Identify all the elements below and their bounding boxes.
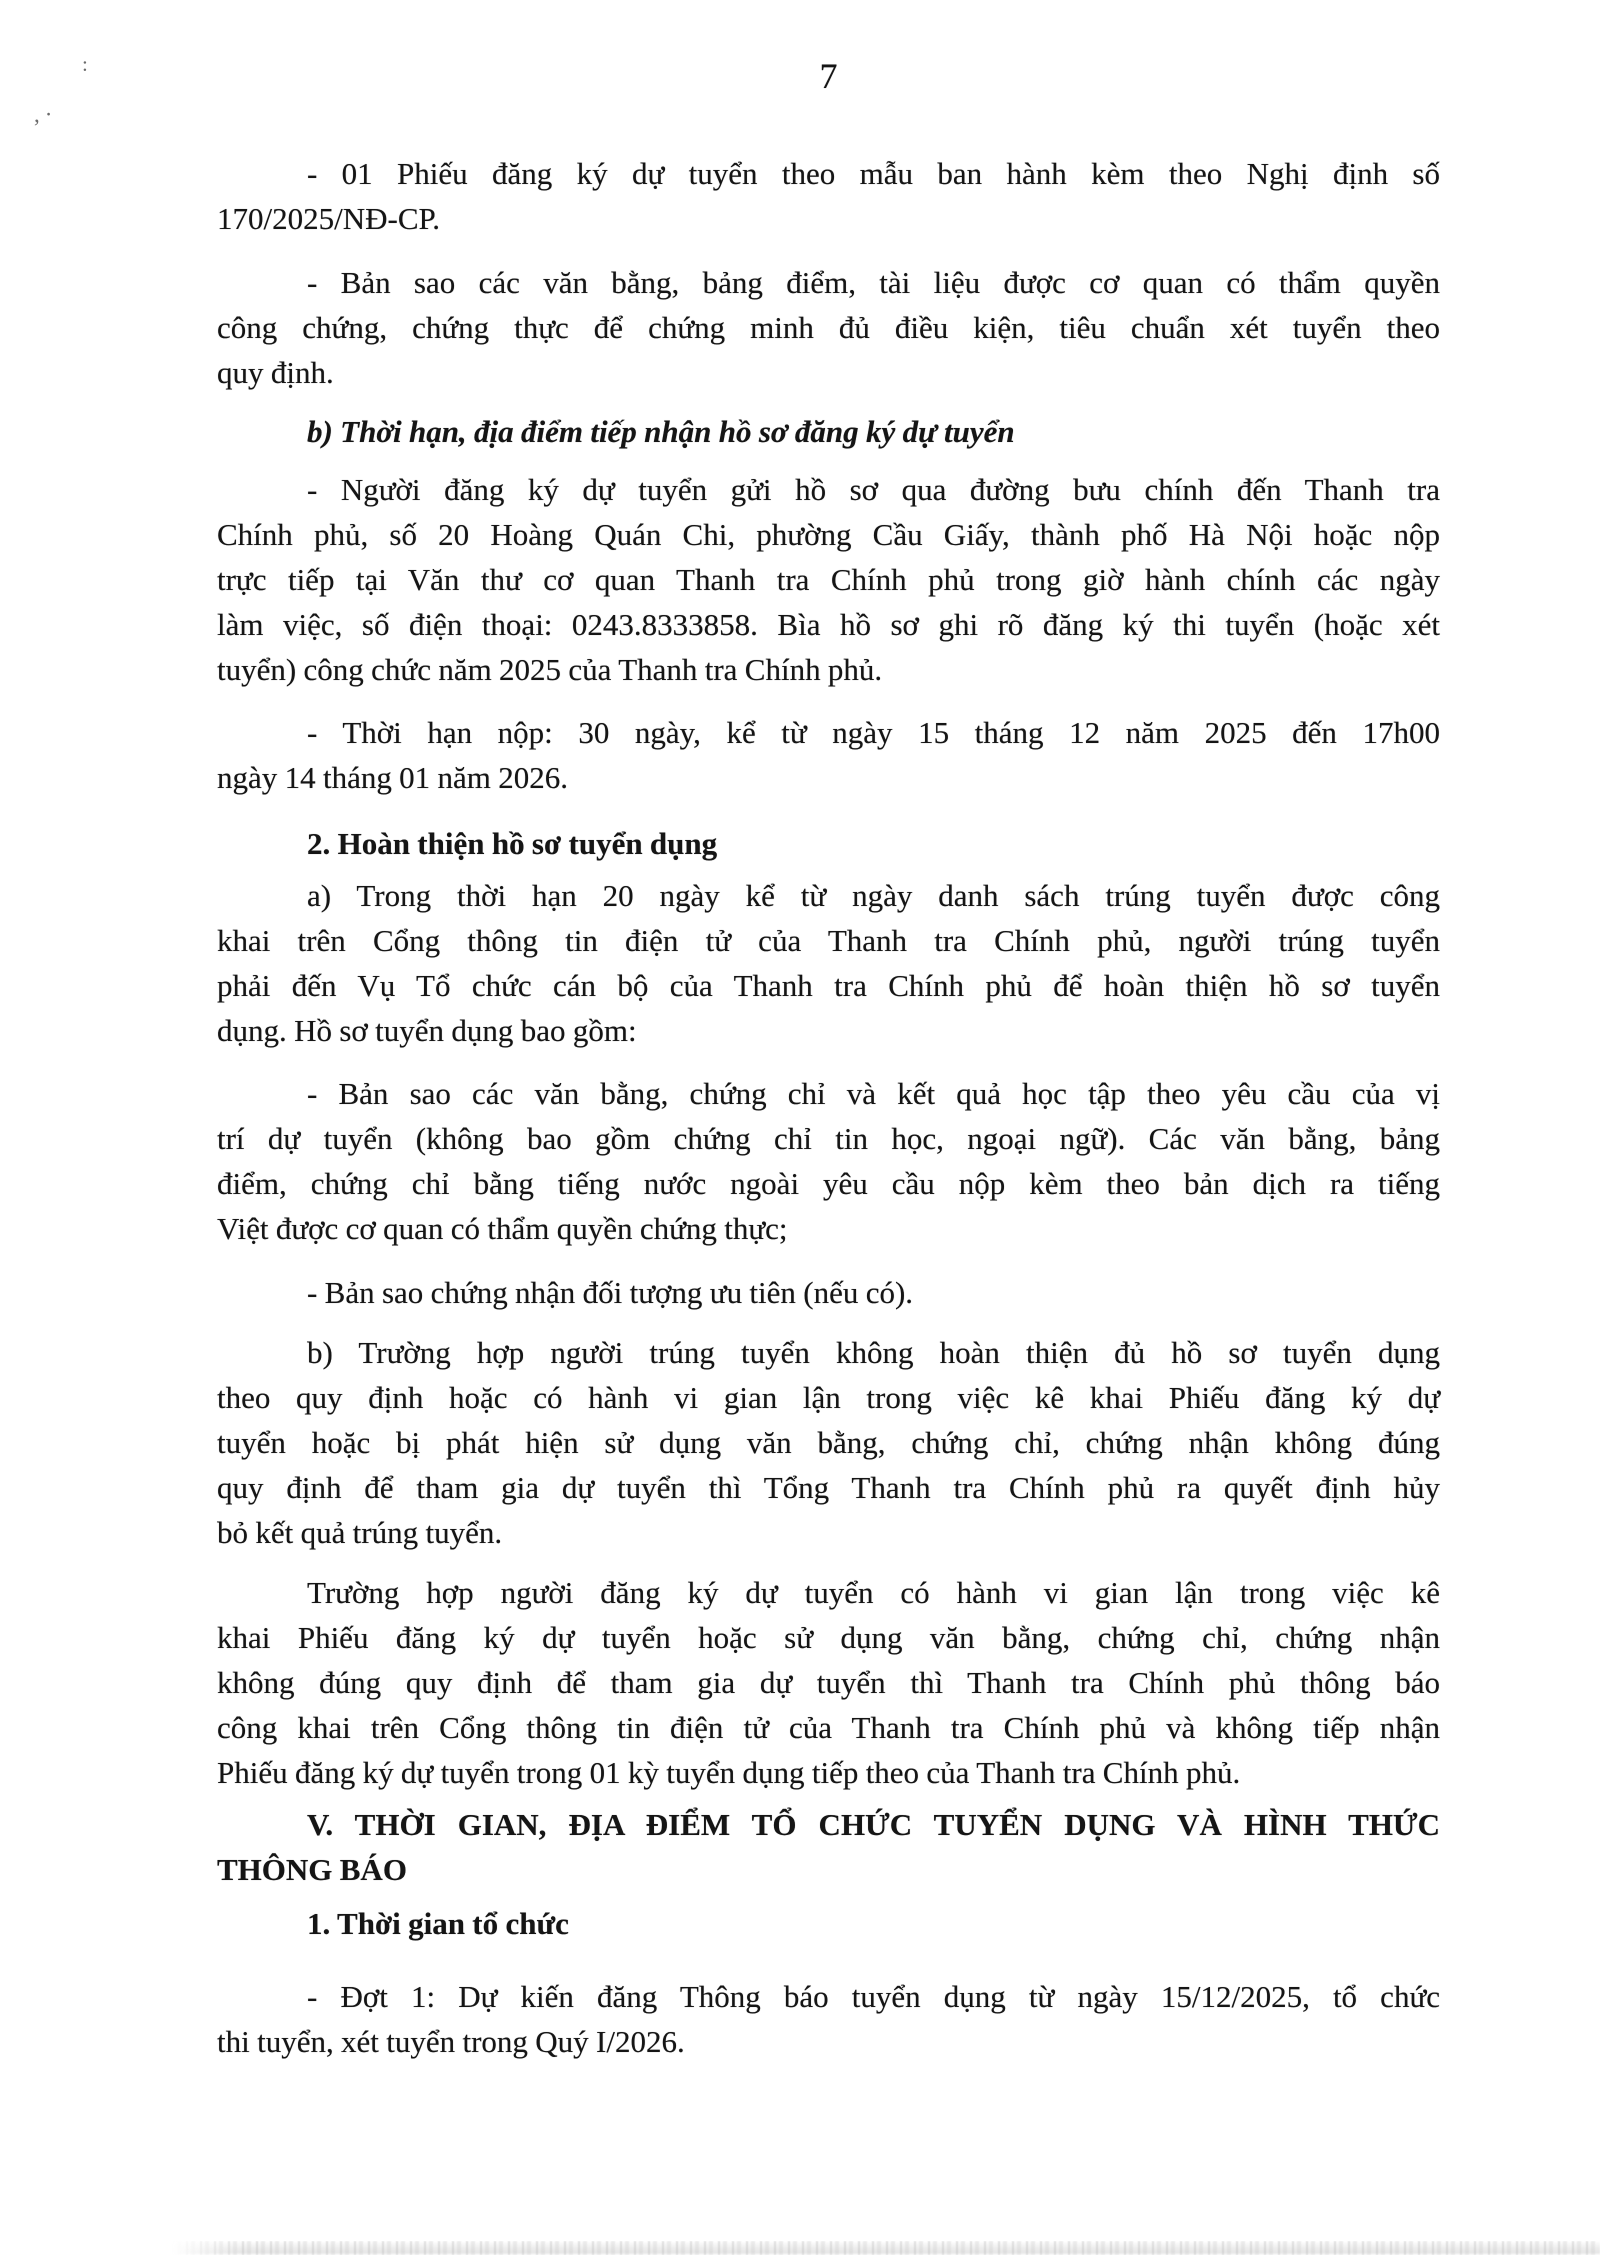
paragraph bbox=[217, 1071, 1440, 1251]
heading-line: THÔNG BÁO bbox=[217, 1852, 407, 1887]
text-line: Chính phủ, số 20 Hoàng Quán Chi, phường Cầu Giấy, thành phố Hà Nội hoặc nộp bbox=[217, 517, 1440, 552]
text-line: tuyển hoặc bị phát hiện sử dụng văn bằng, chứng chỉ, chứng nhận không đúng bbox=[217, 1425, 1440, 1460]
paragraph bbox=[217, 467, 1440, 692]
text-line: - Thời hạn nộp: 30 ngày, kể từ ngày 15 tháng 12 năm 2025 đến 17h00 bbox=[307, 715, 1440, 750]
text-line: b) Trường hợp người trúng tuyển không hoàn thiện đủ hồ sơ tuyển dụng bbox=[307, 1335, 1440, 1370]
text-line: phải đến Vụ Tổ chức cán bộ của Thanh tra Chính phủ để hoàn thiện hồ sơ tuyển bbox=[217, 968, 1440, 1003]
text-line: khai Phiếu đăng ký dự tuyển hoặc sử dụng văn bằng, chứng chỉ, chứng nhận bbox=[217, 1620, 1440, 1655]
heading-2-hoan-thien bbox=[217, 821, 1440, 866]
paragraph bbox=[217, 710, 1440, 800]
paragraph bbox=[217, 1330, 1440, 1555]
text-line: thi tuyển, xét tuyển trong Quý I/2026. bbox=[217, 2024, 685, 2059]
page-number: 7 bbox=[819, 56, 838, 96]
paragraph bbox=[217, 151, 1440, 241]
text-line: a) Trong thời hạn 20 ngày kể từ ngày danh sách trúng tuyển được công bbox=[307, 878, 1440, 913]
text-line: trí dự tuyển (không bao gồm chứng chỉ tin học, ngoại ngữ). Các văn bằng, bảng bbox=[217, 1121, 1440, 1156]
heading-b-thoi-han bbox=[217, 409, 1440, 454]
text-line: - Người đăng ký dự tuyển gửi hồ sơ qua đường bưu chính đến Thanh tra bbox=[307, 472, 1440, 507]
text-line: dụng. Hồ sơ tuyển dụng bao gồm: bbox=[217, 1013, 637, 1048]
text-line: Trường hợp người đăng ký dự tuyển có hành vi gian lận trong việc kê bbox=[307, 1575, 1440, 1610]
text-line: điểm, chứng chỉ bằng tiếng nước ngoài yêu cầu nộp kèm theo bản dịch ra tiếng bbox=[217, 1166, 1440, 1201]
text-line: công khai trên Cổng thông tin điện tử của Thanh tra Chính phủ và không tiếp nhận bbox=[217, 1710, 1440, 1745]
text-line: - Bản sao các văn bằng, bảng điểm, tài liệu được cơ quan có thẩm quyền bbox=[307, 265, 1440, 300]
text-line: trực tiếp tại Văn thư cơ quan Thanh tra Chính phủ trong giờ hành chính các ngày bbox=[217, 562, 1440, 597]
text-line: Việt được cơ quan có thẩm quyền chứng thực; bbox=[217, 1211, 788, 1246]
heading-v-thoi-gian bbox=[217, 1802, 1440, 1892]
paragraph bbox=[217, 1570, 1440, 1795]
text-line: quy định để tham gia dự tuyển thì Tổng Thanh tra Chính phủ ra quyết định hủy bbox=[217, 1470, 1440, 1505]
text-line: theo quy định hoặc có hành vi gian lận trong việc kê khai Phiếu đăng ký dự bbox=[217, 1380, 1440, 1415]
text-line: - Đợt 1: Dự kiến đăng Thông báo tuyển dụng từ ngày 15/12/2025, tổ chức bbox=[307, 1979, 1440, 2014]
heading-line: 1. Thời gian tổ chức bbox=[307, 1906, 569, 1941]
heading-1-thoi-gian-to-chuc bbox=[217, 1901, 1440, 1946]
paragraph bbox=[217, 1270, 1440, 1315]
scan-noise-band bbox=[172, 2241, 1600, 2255]
paragraph bbox=[217, 260, 1440, 395]
heading-line: b) Thời hạn, địa điểm tiếp nhận hồ sơ đăng ký dự tuyển bbox=[307, 414, 1015, 449]
text-line: - Bản sao chứng nhận đối tượng ưu tiên (nếu có). bbox=[307, 1275, 914, 1310]
text-line: công chứng, chứng thực để chứng minh đủ điều kiện, tiêu chuẩn xét tuyển theo bbox=[217, 310, 1440, 345]
text-line: quy định. bbox=[217, 355, 334, 390]
text-line: ngày 14 tháng 01 năm 2026. bbox=[217, 760, 569, 795]
paragraph bbox=[217, 873, 1440, 1053]
text-line: - 01 Phiếu đăng ký dự tuyển theo mẫu ban hành kèm theo Nghị định số bbox=[307, 156, 1440, 191]
text-line: làm việc, số điện thoại: 0243.8333858. Bìa hồ sơ ghi rõ đăng ký thi tuyển (hoặc xét bbox=[217, 607, 1440, 642]
document-body bbox=[217, 151, 1440, 2064]
scan-speck-left: ,· bbox=[34, 102, 58, 127]
heading-line: V. THỜI GIAN, ĐỊA ĐIỂM TỔ CHỨC TUYỂN DỤNG VÀ HÌNH THỨC bbox=[307, 1807, 1440, 1842]
text-line: Phiếu đăng ký dự tuyển trong 01 kỳ tuyển dụng tiếp theo của Thanh tra Chính phủ. bbox=[217, 1755, 1241, 1790]
text-line: tuyển) công chức năm 2025 của Thanh tra Chính phủ. bbox=[217, 652, 883, 687]
paragraph bbox=[217, 1974, 1440, 2064]
text-line: bỏ kết quả trúng tuyển. bbox=[217, 1515, 503, 1550]
text-line: - Bản sao các văn bằng, chứng chỉ và kết quả học tập theo yêu cầu của vị bbox=[307, 1076, 1440, 1111]
heading-line: 2. Hoàn thiện hồ sơ tuyển dụng bbox=[307, 826, 718, 861]
text-line: 170/2025/NĐ-CP. bbox=[217, 201, 441, 236]
scan-speck-top: : bbox=[82, 52, 88, 76]
text-line: không đúng quy định để tham gia dự tuyển thì Thanh tra Chính phủ thông báo bbox=[217, 1665, 1440, 1700]
text-line: khai trên Cổng thông tin điện tử của Thanh tra Chính phủ, người trúng tuyển bbox=[217, 923, 1440, 958]
